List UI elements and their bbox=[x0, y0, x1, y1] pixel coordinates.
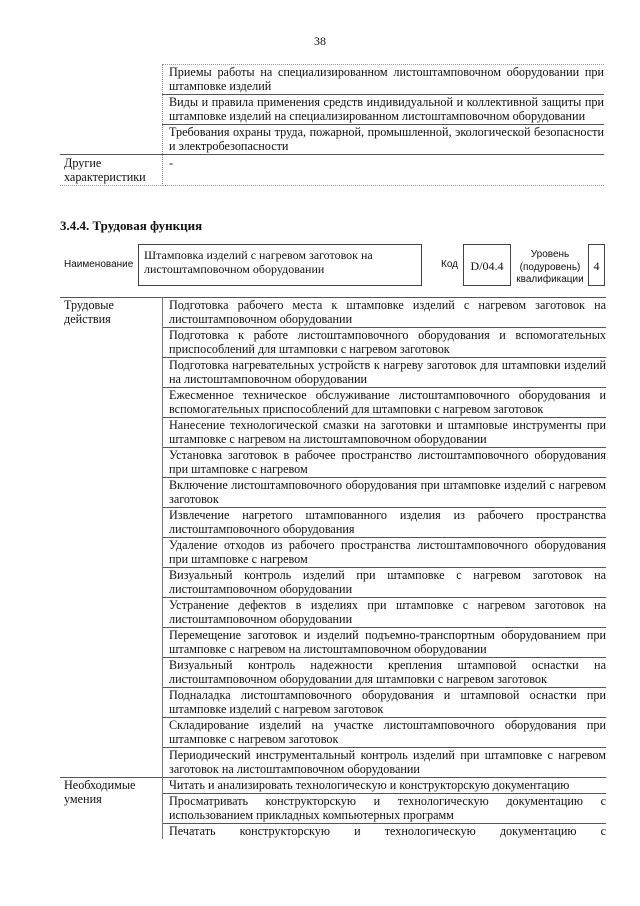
table-row bbox=[60, 125, 604, 155]
table-row bbox=[60, 778, 606, 794]
labor-action-item: Ежесменное техническое обслуживание листоштамповочного оборудования и вспомогательных приспособлений для штамповки с нагревом заготовок bbox=[163, 388, 607, 418]
row-label-cell bbox=[60, 125, 163, 155]
function-name-value: Штамповка изделий с нагревом заготовок на листоштамповочном оборудовании bbox=[138, 244, 422, 286]
labor-action-item: Извлечение нагретого штампованного изделия из рабочего пространства листоштамповочного оборудования bbox=[163, 508, 607, 538]
table-row bbox=[60, 95, 604, 125]
qualification-level-value: 4 bbox=[588, 244, 605, 286]
labor-action-item: Перемещение заготовок и изделий подъемно-транспортным оборудованием при штамповке с нагревом на листоштамповочном оборудовании bbox=[163, 628, 607, 658]
labor-action-item: Подготовка нагревательных устройств к нагреву заготовок для штамповки изделий на листоштамповочном оборудовании bbox=[163, 358, 607, 388]
table-row bbox=[60, 65, 604, 95]
skill-item: Читать и анализировать технологическую и конструкторскую документацию bbox=[163, 778, 607, 794]
labor-action-item: Периодический инструментальный контроль изделий при штамповке с нагревом заготовок на листоштамповочном оборудовании bbox=[163, 748, 607, 778]
table-row bbox=[60, 298, 606, 328]
other-characteristics-value: - bbox=[163, 155, 605, 186]
labor-action-item: Нанесение технологической смазки на заготовки и штамповые инструменты при штамповке с нагревом на листоштамповочном оборудовании bbox=[163, 418, 607, 448]
skills-label: Необходимые умения bbox=[60, 778, 163, 840]
page-number: 38 bbox=[314, 34, 326, 48]
labor-actions-label: Трудовые действия bbox=[60, 298, 163, 778]
table-row bbox=[60, 155, 604, 186]
labor-action-item: Удаление отходов из рабочего пространства листоштамповочного оборудования при штамповке с нагревом bbox=[163, 538, 607, 568]
labor-action-item: Устранение дефектов в изделиях при штамповке с нагревом заготовок на листоштамповочном оборудовании bbox=[163, 598, 607, 628]
function-details-table bbox=[60, 297, 606, 839]
other-characteristics-label: Другие характеристики bbox=[60, 155, 163, 186]
section-title: 3.4.4. Трудовая функция bbox=[60, 218, 203, 233]
labor-action-item: Визуальный контроль надежности крепления штамповой оснастки на листоштамповочном оборудовании для штамповки с нагревом заготовок bbox=[163, 658, 607, 688]
continuation-table bbox=[60, 64, 604, 186]
table-cell: Приемы работы на специализированном листоштамповочном оборудовании при штамповке изделий bbox=[163, 65, 605, 95]
labor-action-item: Визуальный контроль изделий при штамповке с нагревом заготовок на листоштамповочном оборудовании bbox=[163, 568, 607, 598]
labor-action-item: Подготовка к работе листоштамповочного оборудования и вспомогательных приспособлений для штамповки с нагревом заготовок bbox=[163, 328, 607, 358]
row-label-cell bbox=[60, 65, 163, 95]
skill-item: Просматривать конструкторскую и технологическую документацию с использованием прикладных компьютерных программ bbox=[163, 794, 607, 824]
code-value: D/04.4 bbox=[463, 244, 511, 286]
labor-action-item: Включение листоштамповочного оборудования при штамповке изделий с нагревом заготовок bbox=[163, 478, 607, 508]
labor-action-item: Установка заготовок в рабочее пространство листоштамповочного оборудования при штамповке с нагревом bbox=[163, 448, 607, 478]
skill-item: Печатать конструкторскую и технологическую документацию с bbox=[169, 824, 606, 838]
table-cell: Требования охраны труда, пожарной, промышленной, экологической безопасности и электробезопасности bbox=[163, 125, 605, 155]
qualification-level-label: Уровень (подуровень) квалификации bbox=[516, 249, 584, 285]
row-label-cell bbox=[60, 95, 163, 125]
function-name-label: Наименование bbox=[64, 259, 134, 270]
labor-action-item: Подготовка рабочего места к штамповке изделий с нагревом заготовок на листоштамповочном оборудовании bbox=[163, 298, 607, 328]
labor-action-item: Складирование изделий на участке листоштамповочного оборудования при штамповке с нагревом заготовок bbox=[163, 718, 607, 748]
labor-action-item: Подналадка листоштамповочного оборудования и штамповой оснастки при штамповке изделий с нагревом заготовок bbox=[163, 688, 607, 718]
code-label: Код bbox=[441, 259, 459, 270]
table-cell: Виды и правила применения средств индивидуальной и коллективной защиты при штамповке изделий на специализированном листоштамповочном оборудовании bbox=[163, 95, 605, 125]
